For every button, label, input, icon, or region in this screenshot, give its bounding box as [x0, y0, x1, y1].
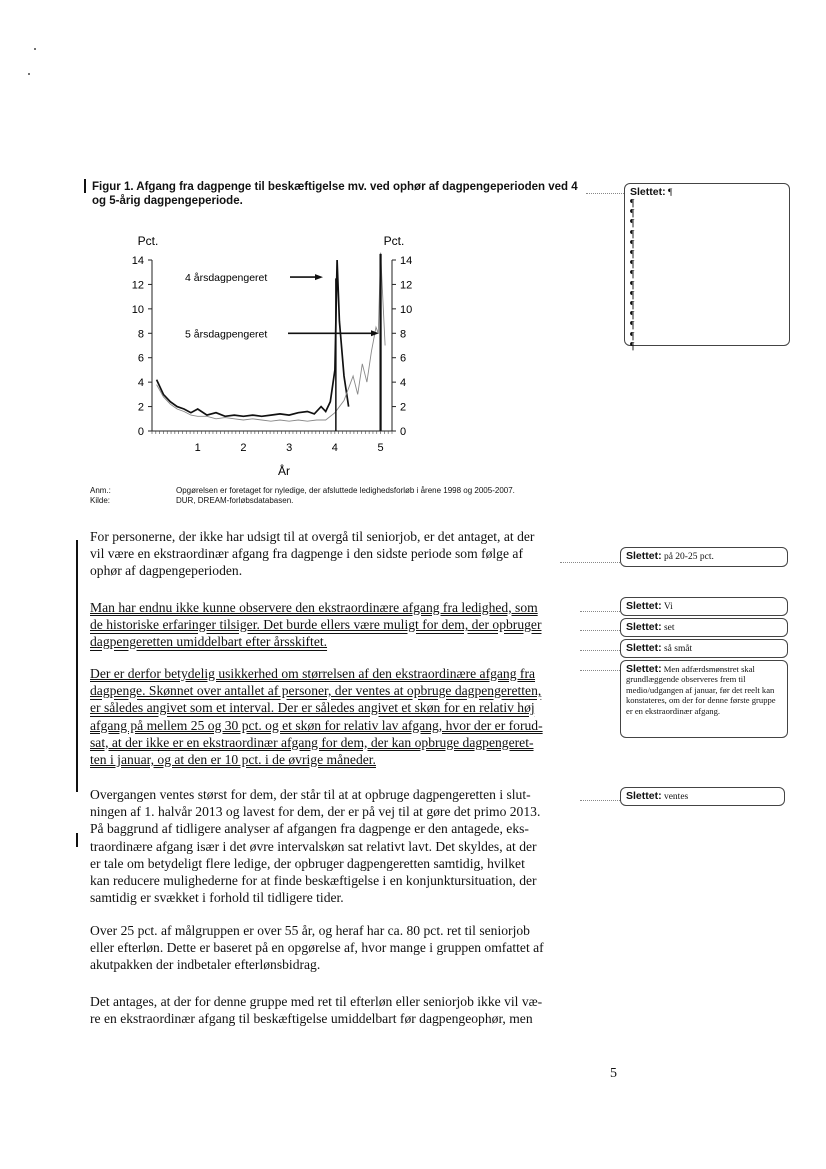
- y-tick-label-right: 0: [400, 426, 407, 438]
- comment-leader: [580, 611, 620, 612]
- figure-notes: [90, 486, 610, 506]
- x-tick-label: 3: [286, 442, 293, 454]
- text-line: akutpakken der indbetaler efterlønsbidrag.: [90, 957, 321, 973]
- text-line: eller efterløn. Dette er baseret på en opgørelse af, hvor mange i gruppen omfattet af: [90, 940, 544, 956]
- paragraph-marks: ¶ ¶ ¶ ¶ ¶ ¶ ¶ ¶ ¶ ¶ ¶ ¶ ¶ ¶ ¶: [630, 198, 635, 352]
- page-number: 5: [610, 1066, 617, 1081]
- paragraph-4: [90, 786, 580, 906]
- x-tick-label: 2: [240, 442, 247, 454]
- y-tick-label-right: 6: [400, 352, 407, 365]
- comment-leader: [580, 630, 620, 631]
- text-line: afgang på mellem 25 og 30 pct. og et skøn for relativ lav afgang, hvor der er forud-: [90, 717, 543, 733]
- paragraph-3: [90, 665, 580, 768]
- comment-leader: [580, 650, 620, 651]
- note-row: [90, 486, 610, 496]
- text-line: For personerne, der ikke har udsigt til at overgå til seniorjob, er det antaget, at der: [90, 529, 535, 544]
- comment-balloon[interactable]: [620, 639, 788, 658]
- y-tick-label-left: 14: [131, 255, 144, 267]
- text-line: sat, at der ikke er en ekstraordinær afgang for dem, der kan opbruge dagpengeret-: [90, 734, 534, 750]
- scan-speck: [34, 48, 36, 50]
- comment-text: set: [663, 623, 675, 633]
- text-line: ningen af 1. halvår 2013 og lavest for dem, der er på vej til at gøre det primo 2013.: [90, 804, 541, 820]
- comment-label: Slettet:: [626, 621, 662, 633]
- text-line: de historiske erfaringer tilsiger. Det burde ellers være muligt for dem, der opbruger: [90, 617, 542, 633]
- text-line: Over 25 pct. af målgruppen er over 55 år, og heraf har ca. 80 pct. ret til seniorjob: [90, 923, 530, 938]
- note-label: Kilde:: [90, 496, 111, 505]
- y-tick-label-left: 4: [137, 377, 144, 390]
- y-axis-label-right: Pct.: [383, 234, 405, 248]
- annotation-4-year: 4 årsdagpengeret: [185, 272, 268, 285]
- text-line: dagpengeretten umiddelbart efter årsskiftet.: [90, 634, 328, 650]
- comment-label: Slettet:: [626, 790, 662, 802]
- text-line: Der er derfor betydelig usikkerhed om størrelsen af den ekstraordinære afgang fra: [90, 666, 536, 681]
- note-row: [90, 496, 610, 506]
- figure-title: [92, 180, 592, 208]
- comment-text: Vi: [663, 602, 673, 612]
- figure-chart: [120, 225, 460, 485]
- comment-label: Slettet:: [626, 642, 662, 654]
- comment-text: ¶: [667, 188, 673, 198]
- comment-leader: [580, 670, 620, 671]
- text-line: Man har endnu ikke kunne observere den ekstraordinære afgang fra ledighed, som: [90, 600, 538, 615]
- text-line: er tale om betydeligt flere ledige, der opbruger dagpengeretten samtidig, hvilket: [90, 855, 525, 871]
- text-line: samtidig er svækket i forhold til tidligere tider.: [90, 890, 344, 906]
- comment-text: på 20-25 pct.: [663, 552, 714, 562]
- text-line: vil være en ekstraordinær afgang fra dagpenge i den sidste periode som følge af: [90, 546, 523, 562]
- x-tick-label: 1: [194, 442, 201, 454]
- y-tick-label-left: 8: [137, 328, 144, 341]
- note-text: DUR, DREAM-forløbsdatabasen.: [176, 496, 294, 505]
- text-line: ten i januar, og at den er 10 pct. i de øvrige måneder.: [90, 752, 376, 768]
- comment-label: Slettet:: [626, 663, 662, 675]
- paragraph-1: [90, 528, 580, 580]
- comment-balloon[interactable]: [620, 660, 788, 738]
- y-tick-label-left: 10: [131, 303, 144, 316]
- change-bar: [76, 833, 78, 847]
- comment-leader: [560, 562, 620, 563]
- y-tick-label-right: 2: [400, 401, 407, 414]
- x-axis-label: År: [278, 464, 290, 478]
- scan-speck: [28, 73, 30, 75]
- comment-label: Slettet:: [626, 550, 662, 562]
- text-line: traordinære afgang især i det øvre intervalskøn sat relativt lavt. Det skyldes, at der: [90, 838, 537, 854]
- text-line: er således angivet som et interval. Der er således angivet et skøn for en relativ høj: [90, 700, 535, 716]
- y-tick-label-right: 12: [400, 279, 413, 292]
- comment-balloon[interactable]: [620, 597, 788, 616]
- figure-title-line1: Figur 1. Afgang fra dagpenge til beskæftigelse mv. ved ophør af dagpengeperioden ved 4: [92, 181, 578, 193]
- comment-text: Men adfærdsmønstret skal grundlæggende observeres frem til medio/udgangen af januar, før det reelt kan konstateres, om der for denne første gruppe er en ekstraordinær afgang.: [626, 664, 776, 716]
- note-label: Anm.:: [90, 486, 111, 495]
- note-text: Opgørelsen er foretaget for nyledige, der afsluttede ledighedsforløb i årene 1998 og 2005-2007.: [176, 486, 515, 495]
- text-line: På baggrund af tidligere analyser af afgangen fra dagpenge er den antagede, eks-: [90, 821, 529, 837]
- x-tick-label: 5: [377, 442, 384, 454]
- figure-title-line2: og 5-årig dagpengeperiode.: [92, 195, 243, 207]
- text-line: kan reducere mulighederne for at finde beskæftigelse i en konjunktursituation, der: [90, 873, 537, 889]
- paragraph-6: [90, 993, 580, 1027]
- comment-label: Slettet:: [626, 600, 662, 612]
- x-tick-label: 4: [331, 442, 338, 454]
- y-tick-label-left: 0: [137, 426, 144, 438]
- change-bar: [76, 540, 78, 792]
- y-tick-label-right: 14: [400, 255, 413, 267]
- comment-balloon[interactable]: [620, 547, 788, 567]
- comment-leader: [586, 193, 624, 194]
- y-axis-label-left: Pct.: [137, 234, 159, 248]
- comment-balloon[interactable]: [620, 618, 788, 637]
- text-line: Overgangen ventes størst for dem, der står til at at opbruge dagpengeretten i slut-: [90, 787, 531, 802]
- text-line: re en ekstraordinær afgang til beskæftigelse umiddelbart før dagpengeophør, men: [90, 1011, 533, 1027]
- comment-text: så småt: [663, 644, 693, 654]
- paragraph-2: [90, 599, 580, 651]
- comment-balloon[interactable]: [620, 787, 785, 806]
- change-bar: [84, 179, 86, 193]
- text-line: ophør af dagpengeperioden.: [90, 563, 243, 579]
- comment-leader: [580, 800, 620, 801]
- y-tick-label-left: 12: [131, 279, 144, 292]
- paragraph-5: [90, 922, 580, 974]
- comment-label: Slettet:: [630, 186, 666, 198]
- y-tick-label-right: 10: [400, 303, 413, 316]
- comment-balloon[interactable]: [624, 183, 790, 352]
- y-tick-label-left: 6: [137, 352, 144, 365]
- y-tick-label-left: 2: [137, 401, 144, 414]
- text-line: dagpenge. Skønnet over antallet af personer, der ventes at opbruge dagpengeretten,: [90, 683, 542, 699]
- annotation-arrowhead-4-year: [315, 274, 323, 280]
- annotation-5-year: 5 årsdagpengeret: [185, 328, 268, 341]
- y-tick-label-right: 4: [400, 377, 407, 390]
- y-tick-label-right: 8: [400, 328, 407, 341]
- comment-text: ventes: [663, 792, 689, 802]
- text-line: Det antages, at der for denne gruppe med ret til efterløn eller seniorjob ikke vil væ-: [90, 994, 543, 1009]
